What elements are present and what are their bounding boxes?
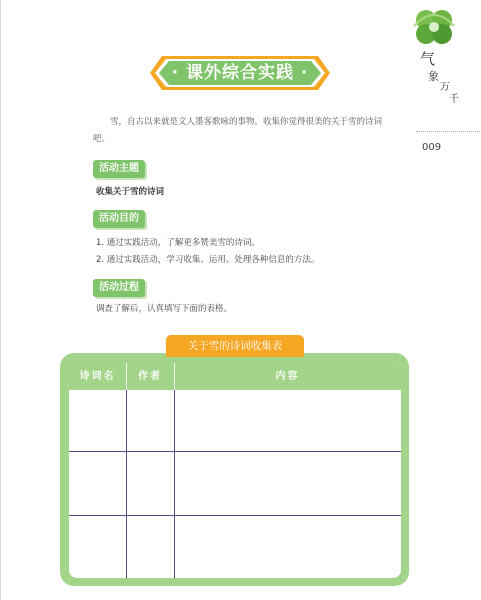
- goal-item-2: 2. 通过实践活动，学习收集、运用、处理各种信息的方法。: [96, 255, 320, 265]
- intro-paragraph: 雪，自古以来就是文人墨客歌咏的事物。收集你觉得很美的关于雪的诗词吧。: [93, 117, 383, 144]
- header-author: 作者: [138, 371, 162, 382]
- page-title: · 课外综合实践 ·: [171, 63, 309, 83]
- table-cell-r2-content[interactable]: [175, 452, 401, 515]
- header-divider: [126, 363, 127, 390]
- table-cell-r1-content[interactable]: [175, 390, 401, 451]
- table-cell-r3-author[interactable]: [127, 516, 174, 578]
- brand-char-2: 象: [428, 70, 439, 83]
- table-cell-r1-poem[interactable]: [69, 390, 126, 451]
- table-cell-r2-poem[interactable]: [69, 452, 126, 515]
- table-cell-r2-author[interactable]: [127, 452, 174, 515]
- page-rule: [416, 131, 480, 132]
- activity-goal-tag: 活动目的: [93, 210, 145, 228]
- brand-char-4: 千: [449, 94, 459, 105]
- header-divider: [174, 363, 175, 390]
- brand-logo: [404, 6, 464, 106]
- activity-process-text: 调查了解后，认真填写下面的表格。: [96, 304, 233, 314]
- poem-collection-table: [69, 363, 401, 578]
- header-content: 内容: [275, 371, 300, 382]
- activity-theme-tag: 活动主题: [93, 160, 145, 178]
- brand-char-1: 气: [420, 50, 436, 68]
- table-cell-r3-poem[interactable]: [69, 516, 126, 578]
- activity-theme-text: 收集关于雪的诗词: [96, 187, 165, 197]
- table-cell-r1-author[interactable]: [127, 390, 174, 451]
- table-cell-r3-content[interactable]: [175, 516, 401, 578]
- table-title: 关于雪的诗词收集表: [166, 335, 304, 357]
- goal-item-1: 1. 通过实践活动，了解更多赞美雪的诗词。: [96, 238, 260, 248]
- table-header-row: [69, 363, 401, 390]
- page-number: 009: [422, 142, 442, 153]
- header-poem-name: 诗词名: [79, 371, 116, 382]
- activity-process-tag: 活动过程: [93, 279, 145, 297]
- brand-char-3: 万: [440, 82, 450, 93]
